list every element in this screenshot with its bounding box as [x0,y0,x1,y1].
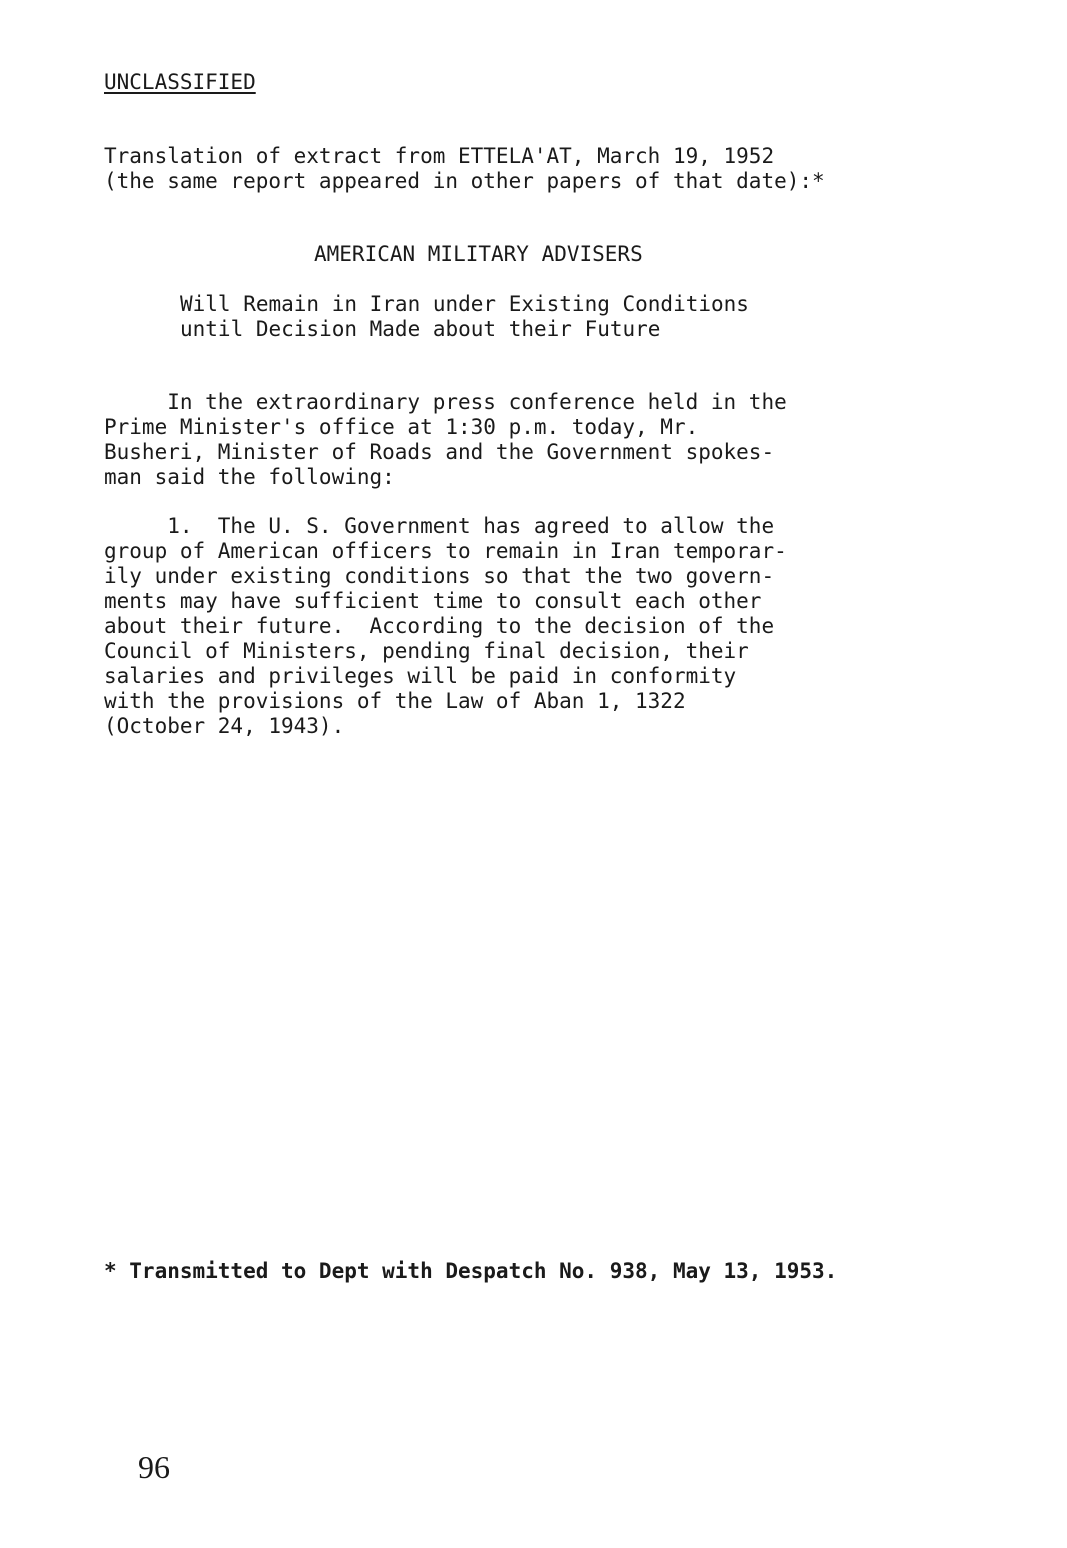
article-subheadline: Will Remain in Iran under Existing Conditions until Decision Made about their Future [180,292,749,341]
article-headline: AMERICAN MILITARY ADVISERS [314,242,643,266]
translation-source-note: Translation of extract from ETTELA'AT, March 19, 1952 (the same report appeared in other papers of that date):* [104,144,825,193]
page-number: 96 [138,1449,170,1485]
numbered-point-1: 1. The U. S. Government has agreed to allow the group of American officers to remain in Iran temporar- ily under existing conditions so that the two govern- ments may have sufficient time to consult each other about their future. According to the decision of the Council of Ministers, pending final decision, their salaries and privileges will be paid in conformity with the provisions of the Law of Aban 1, 1322 (October 24, 1943). [104,514,787,738]
transmittal-footnote: * Transmitted to Dept with Despatch No. 938, May 13, 1953. [104,1259,838,1283]
classification-marking: UNCLASSIFIED [104,70,256,94]
intro-paragraph: In the extraordinary press conference held in the Prime Minister's office at 1:30 p.m. today, Mr. Busheri, Minister of Roads and the Government spokes- man said the following: [104,390,787,489]
